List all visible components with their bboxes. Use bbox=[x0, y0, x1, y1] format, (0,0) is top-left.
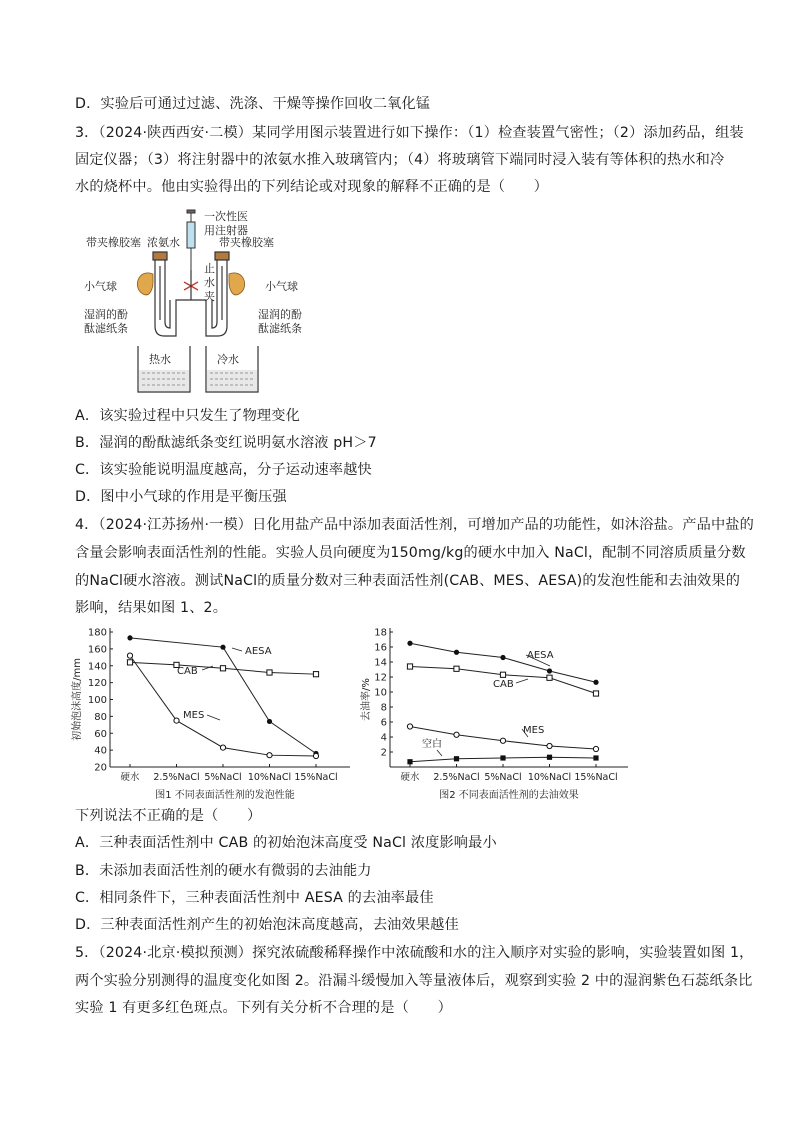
label-clamp-1: 止 bbox=[204, 262, 215, 275]
label-clamp-2: 水 bbox=[204, 276, 215, 289]
y-tick-label: 10 bbox=[374, 687, 387, 699]
data-point-aesa bbox=[454, 650, 459, 655]
x-tick-label: 15%NaCl bbox=[574, 772, 618, 783]
y-tick-label: 4 bbox=[380, 732, 387, 744]
data-point-cab bbox=[547, 675, 552, 680]
label-balloon-right: 小气球 bbox=[265, 280, 298, 293]
data-point-cab bbox=[313, 672, 318, 677]
label-stopper-left: 带夹橡胶塞 bbox=[86, 236, 141, 249]
data-point-mes bbox=[407, 724, 412, 729]
series-label-aesa: AESA bbox=[245, 646, 272, 657]
data-point-mes bbox=[547, 743, 552, 748]
series-label-aesa: AESA bbox=[527, 650, 554, 661]
label-paper-right-1: 湿润的酚 bbox=[258, 308, 302, 321]
q3-option-a: A．该实验过程中只发生了物理变化 bbox=[75, 408, 300, 424]
series-label-leader bbox=[207, 715, 220, 720]
q3-option-d: D．图中小气球的作用是平衡压强 bbox=[75, 489, 287, 505]
y-tick-label: 80 bbox=[94, 711, 107, 723]
q4-stem-line-1: 4．（2024·江苏扬州·一模）日化用盐产品中添加表面活性剂，可增加产品的功能性，如沐浴盐。产品中盐的 bbox=[75, 517, 754, 533]
label-paper-left-1: 湿润的酚 bbox=[84, 308, 128, 321]
chart-title: 图2 不同表面活性剂的去油效果 bbox=[439, 790, 579, 800]
x-tick-label: 2.5%NaCl bbox=[153, 772, 200, 783]
data-point-aesa bbox=[407, 641, 412, 646]
data-point-mes bbox=[174, 718, 179, 723]
data-point-mes bbox=[313, 753, 318, 758]
data-point-mes bbox=[500, 738, 505, 743]
y-tick-label: 120 bbox=[87, 678, 107, 690]
data-point-cab bbox=[220, 666, 225, 671]
label-stopper-right: 带夹橡胶塞 bbox=[219, 236, 274, 249]
q4-stem-line-2: 含量会影响表面活性剂的性能。实验人员向硬度为150mg/kg的硬水中加入 NaCl，配制不同溶质质量分数 bbox=[75, 545, 746, 561]
y-tick-label: 16 bbox=[374, 642, 387, 654]
series-label-leader bbox=[232, 648, 242, 651]
q5-stem-line-3: 实验 1 有更多红色斑点。下列有关分析不合理的是（ ） bbox=[75, 1000, 452, 1016]
q4-option-b: B．未添加表面活性剂的硬水有微弱的去油能力 bbox=[75, 863, 372, 879]
y-tick-label: 180 bbox=[87, 627, 107, 639]
x-tick-label: 5%NaCl bbox=[204, 772, 242, 783]
x-tick-label: 硬水 bbox=[120, 772, 140, 783]
x-tick-label: 15%NaCl bbox=[294, 772, 338, 783]
data-point-mes bbox=[127, 653, 132, 658]
series-label--: 空白 bbox=[422, 739, 442, 750]
label-syringe-1: 一次性医 bbox=[204, 210, 248, 223]
y-axis-label: 初始泡沫高度/mm bbox=[72, 658, 83, 741]
series-label-cab: CAB bbox=[177, 666, 198, 677]
label-ammonia: 浓氨水 bbox=[147, 236, 180, 249]
data-point-- bbox=[547, 755, 552, 760]
q5-stem-line-1: 5．（2024·北京·模拟预测）探究浓硫酸稀释操作中浓硫酸和水的注入顺序对实验的影响，实验装置如图 1， bbox=[75, 945, 754, 961]
data-point-aesa bbox=[593, 680, 598, 685]
series-label-leader bbox=[437, 750, 442, 756]
q3-apparatus-figure bbox=[80, 208, 320, 398]
label-paper-left-2: 酞滤纸条 bbox=[84, 322, 128, 335]
label-syringe-2: 用注射器 bbox=[204, 224, 248, 237]
data-point-aesa bbox=[547, 668, 552, 673]
q4-stem-line-3: 的NaCl硬水溶液。测试NaCl的质量分数对三种表面活性剂(CAB、MES、AESA)的发泡性能和去油效果的 bbox=[75, 573, 741, 589]
q4-option-a: A．三种表面活性剂中 CAB 的初始泡沫高度受 NaCl 浓度影响最小 bbox=[75, 835, 497, 851]
y-tick-label: 14 bbox=[374, 657, 387, 669]
label-balloon-left: 小气球 bbox=[84, 280, 117, 293]
series-line-aesa bbox=[130, 638, 316, 754]
y-tick-label: 40 bbox=[94, 745, 107, 757]
series-label-cab: CAB bbox=[493, 679, 514, 690]
q3-option-c: C．该实验能说明温度越高，分子运动速率越快 bbox=[75, 462, 372, 478]
q4-stem-line-4: 影响，结果如图 1、2。 bbox=[75, 600, 228, 616]
y-tick-label: 160 bbox=[87, 644, 107, 656]
data-point-cab bbox=[267, 670, 272, 675]
y-tick-label: 140 bbox=[87, 661, 107, 673]
data-point-mes bbox=[220, 745, 225, 750]
label-hot-water: 热水 bbox=[149, 353, 171, 366]
y-tick-label: 6 bbox=[380, 717, 387, 729]
y-tick-label: 2 bbox=[380, 747, 387, 759]
data-point-cab bbox=[407, 664, 412, 669]
data-point-- bbox=[500, 755, 505, 760]
data-point-- bbox=[407, 759, 412, 764]
data-point-aesa bbox=[220, 645, 225, 650]
q3-stem-line-1: 3．（2024·陕西西安·二模）某同学用图示装置进行如下操作：（1）检查装置气密性；（2）添加药品，组装 bbox=[75, 125, 744, 141]
q4-option-d: D．三种表面活性剂产生的初始泡沫高度越高，去油效果越佳 bbox=[75, 917, 459, 933]
data-point-mes bbox=[267, 753, 272, 758]
x-tick-label: 5%NaCl bbox=[484, 772, 522, 783]
q2-option-d: D．实验后可通过过滤、洗涤、干燥等操作回收二氧化锰 bbox=[75, 96, 431, 112]
chart-foam-height bbox=[70, 622, 360, 800]
series-label-mes: MES bbox=[523, 725, 545, 736]
data-point-- bbox=[593, 755, 598, 760]
q5-stem-line-2: 两个实验分别测得的温度变化如图 2。沿漏斗缓慢加入等量液体后，观察到实验 2 中的湿润紫色石蕊纸条比 bbox=[75, 973, 753, 989]
y-tick-label: 100 bbox=[87, 695, 107, 706]
x-tick-label: 10%NaCl bbox=[527, 772, 572, 783]
q4-option-c: C．相同条件下，三种表面活性剂中 AESA 的去油率最佳 bbox=[75, 890, 434, 906]
data-point-mes bbox=[593, 746, 598, 751]
chart-oil-removal bbox=[360, 622, 640, 800]
series-label-leader bbox=[516, 679, 528, 683]
data-point-cab bbox=[127, 660, 132, 665]
y-axis-label: 去油率/% bbox=[361, 678, 372, 721]
x-tick-label: 硬水 bbox=[400, 772, 420, 783]
label-clamp-3: 夹 bbox=[204, 290, 215, 303]
data-point-- bbox=[454, 756, 459, 761]
q3-stem-line-3: 水的烧杯中。他由实验得出的下列结论或对现象的解释不正确的是（ ） bbox=[75, 179, 549, 195]
label-cold-water: 冷水 bbox=[217, 353, 239, 366]
q3-stem-line-2: 固定仪器；（3）将注射器中的浓氨水推入玻璃管内；（4）将玻璃管下端同时浸入装有等体积的热水和冷 bbox=[75, 152, 725, 168]
data-point-aesa bbox=[267, 719, 272, 724]
label-paper-right-2: 酞滤纸条 bbox=[258, 322, 302, 335]
data-point-aesa bbox=[500, 655, 505, 660]
q4-question: 下列说法不正确的是（ ） bbox=[75, 808, 262, 824]
data-point-aesa bbox=[127, 635, 132, 640]
chart-title: 图1 不同表面活性剂的发泡性能 bbox=[155, 790, 295, 800]
y-tick-label: 8 bbox=[380, 702, 387, 714]
data-point-cab bbox=[500, 672, 505, 677]
y-tick-label: 18 bbox=[374, 627, 387, 639]
x-tick-label: 2.5%NaCl bbox=[433, 772, 480, 783]
x-tick-label: 10%NaCl bbox=[247, 772, 292, 783]
data-point-cab bbox=[454, 666, 459, 671]
series-label-mes: MES bbox=[183, 710, 205, 721]
q3-option-b: B．湿润的酚酞滤纸条变红说明氨水溶液 pH＞7 bbox=[75, 435, 377, 451]
data-point-mes bbox=[454, 732, 459, 737]
y-tick-label: 12 bbox=[374, 672, 387, 684]
y-tick-label: 60 bbox=[94, 728, 107, 740]
y-tick-label: 20 bbox=[94, 762, 107, 774]
data-point-cab bbox=[593, 691, 598, 696]
